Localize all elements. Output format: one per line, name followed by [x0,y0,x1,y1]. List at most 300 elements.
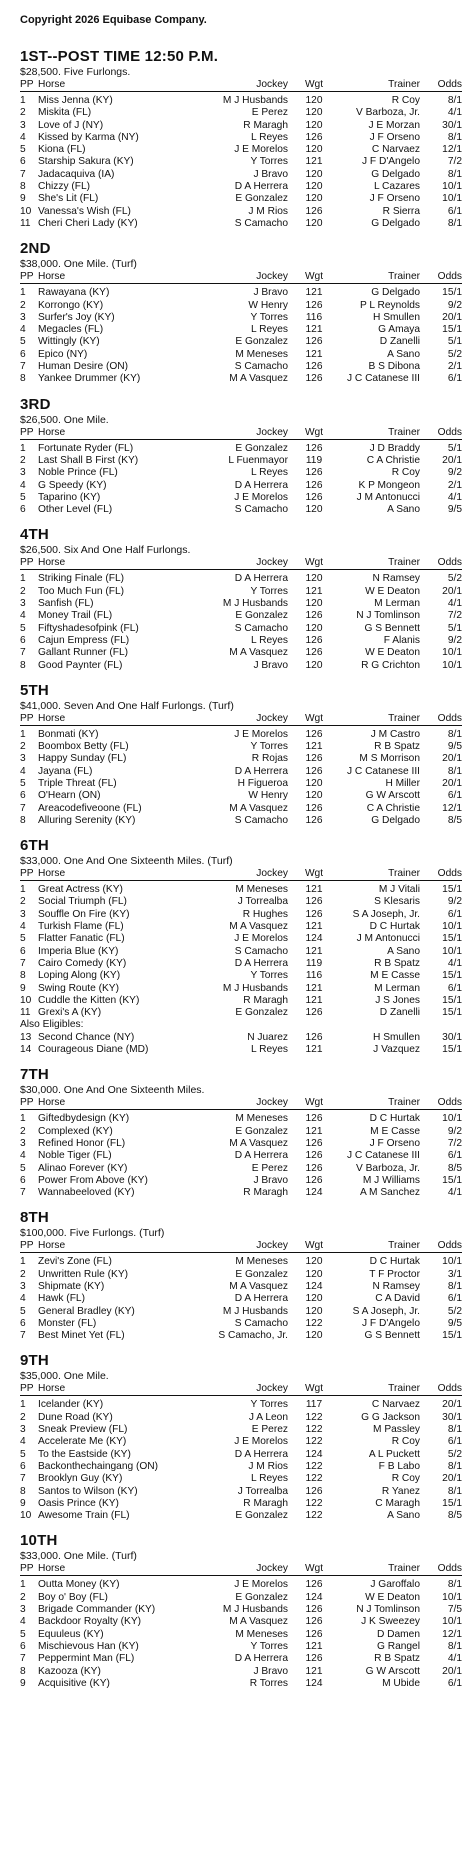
entry-horse: Acquisitive (KY) [38,1677,110,1689]
entry-pp: 6 [20,504,26,516]
entry-horse: Love of J (NY) [38,119,104,131]
entry-trainer: V Barboza, Jr. [356,1162,420,1174]
entry-wgt: 120 [305,181,323,193]
entry-row [20,896,462,908]
entry-wgt: 120 [305,659,323,671]
entry-jockey: L Reyes [251,324,288,336]
entry-horse: Fiftyshadesofpink (FL) [38,622,139,634]
race-section [20,682,462,827]
entry-trainer: G S Bennett [364,622,420,634]
entry-trainer: A M Sanchez [359,1187,420,1199]
entry-row [20,598,462,610]
entry-odds: 30/1 [442,1411,462,1423]
race-conditions: $26,500. One Mile. [20,413,109,426]
entry-horse: Miss Jenna (KY) [38,95,113,106]
entry-horse: Wannabeeloved (KY) [38,1187,135,1199]
also-eligibles-label: Also Eligibles: [20,1019,84,1031]
entry-horse: Monster (FL) [38,1317,97,1329]
entry-pp: 5 [20,1628,26,1640]
entry-pp: 8 [20,659,26,671]
entry-horse: Human Desire (ON) [38,361,129,373]
entry-row [20,790,462,802]
entry-horse: Fortunate Ryder (FL) [38,442,134,454]
entry-jockey: E Perez [251,107,288,119]
entry-pp: 10 [20,205,32,217]
entry-odds: 20/1 [442,585,462,597]
entry-odds: 8/1 [447,1640,462,1652]
race-title: 4TH [20,526,49,544]
column-header-wgt: Wgt [294,271,334,284]
entry-horse: Good Paynter (FL) [38,659,123,671]
entry-wgt: 120 [305,777,323,789]
table-header [20,427,462,443]
column-header-horse: Horse [38,713,196,726]
column-header-wgt: Wgt [294,79,334,92]
entry-jockey: L Reyes [251,634,288,646]
entry-jockey: J M Rios [248,1460,288,1472]
column-header-horse: Horse [38,557,196,570]
entry-horse: Epico (NY) [38,348,88,360]
entry-pp: 5 [20,1162,26,1174]
entry-odds: 6/1 [447,790,462,802]
entry-horse: Miskita (FL) [38,107,92,119]
entry-odds: 4/1 [447,957,462,969]
table-header [20,868,462,884]
entry-wgt: 120 [305,1330,323,1342]
race-list [20,48,462,1690]
entry-pp: 5 [20,144,26,156]
entry-odds: 2/1 [447,479,462,491]
column-header-jockey: Jockey [196,79,294,92]
entry-row [20,815,462,827]
entry-row [20,586,462,598]
entry-horse: Refined Honor (FL) [38,1137,126,1149]
entry-pp: 2 [20,454,26,466]
entry-trainer: J M Antonucci [356,933,420,945]
entry-pp: 5 [20,622,26,634]
entry-horse: Bonmati (KY) [38,728,99,740]
entry-jockey: R Torres [249,1677,288,1689]
entry-wgt: 119 [305,454,323,466]
entry-wgt: 120 [305,217,323,229]
entry-jockey: R Maragh [243,119,288,131]
entry-jockey: S Camacho [234,1317,288,1329]
entry-trainer: J E Morzan [368,119,420,131]
column-header-trainer: Trainer [334,868,426,881]
entry-row [20,623,462,635]
entry-wgt: 120 [305,1268,323,1280]
entry-pp: 8 [20,814,26,826]
entry-trainer: C Maragh [375,1497,420,1509]
entry-odds: 10/1 [442,1616,462,1628]
entry-wgt: 121 [305,994,323,1006]
entry-jockey: J Bravo [253,1174,288,1186]
entry-row [20,995,462,1007]
entry-wgt: 126 [305,299,323,311]
entry-wgt: 126 [305,467,323,479]
entry-jockey: J Bravo [253,287,288,299]
entry-odds: 5/1 [447,336,462,348]
entry-jockey: J A Leon [248,1411,288,1423]
race-conditions: $38,000. One Mile. (Turf) [20,258,137,271]
entry-odds: 8/1 [447,728,462,740]
entry-row [20,206,462,218]
entry-pp: 8 [20,1485,26,1497]
header-row [20,1097,462,1110]
entry-row [20,455,462,467]
entry-jockey: D A Herrera [234,1653,288,1665]
entry-pp: 10 [20,994,32,1006]
entry-wgt: 124 [305,1448,323,1460]
entry-pp: 11 [20,1007,31,1019]
race-title: 3RD [20,395,51,413]
entry-odds: 10/1 [442,921,462,933]
entry-trainer: G S Bennett [364,1330,420,1342]
entry-row [20,107,462,119]
entry-trainer: R B Spatz [374,957,420,969]
entry-trainer: C A David [375,1293,420,1305]
entry-pp: 6 [20,1317,26,1329]
entry-odds: 10/1 [442,193,462,205]
entry-odds: 8/1 [447,95,462,106]
column-header-wgt: Wgt [294,868,334,881]
entry-pp: 7 [20,168,26,180]
entry-pp: 6 [20,156,26,168]
entry-odds: 10/1 [442,1591,462,1603]
entry-row [20,753,462,765]
entry-pp: 7 [20,802,26,814]
entry-pp: 9 [20,193,26,205]
entry-pp: 7 [20,957,26,969]
entry-pp: 3 [20,908,26,920]
entry-wgt: 124 [305,1281,323,1292]
entry-wgt: 119 [305,957,323,969]
entry-trainer: D Zanelli [379,1007,420,1019]
entry-odds: 20/1 [442,753,462,765]
entry-jockey: J Torrealba [237,1485,288,1497]
entry-row [20,467,462,479]
entry-trainer: F B Labo [378,1460,420,1472]
entries-table [20,1563,462,1690]
entry-row [20,1138,462,1150]
table-header [20,79,462,95]
entry-trainer: W E Deaton [365,647,420,659]
entry-jockey: M A Vasquez [229,1281,288,1292]
entry-horse: To the Eastside (KY) [38,1448,131,1460]
entry-row [20,349,462,361]
entry-row [20,1629,462,1641]
entry-jockey: E Gonzalez [235,1591,288,1603]
entry-jockey: M Meneses [235,1628,288,1640]
entry-jockey: M Meneses [235,1256,288,1268]
header-row [20,271,462,284]
entry-wgt: 126 [305,1007,323,1019]
entry-odds: 8/1 [447,217,462,229]
entry-row [20,766,462,778]
entry-jockey: W Henry [248,299,288,311]
entry-wgt: 126 [305,1485,323,1497]
entry-trainer: M J Williams [362,1174,420,1186]
entry-row [20,169,462,181]
entry-odds: 30/1 [442,119,462,131]
entry-trainer: A L Puckett [368,1448,420,1460]
column-header-odds: Odds [426,1240,462,1253]
race-section [20,48,462,230]
entry-trainer: S A Joseph, Jr. [352,1305,420,1317]
entry-pp: 1 [20,1256,26,1268]
race-conditions: $28,500. Five Furlongs. [20,66,131,78]
entry-horse: Yankee Drummer (KY) [38,373,141,385]
entry-pp: 3 [20,1137,26,1149]
entry-wgt: 126 [305,479,323,491]
entry-odds: 6/1 [447,205,462,217]
entry-trainer: M E Casse [370,1125,420,1137]
entry-trainer: T F Proctor [369,1268,420,1280]
also-eligibles-row [20,1019,462,1031]
column-header-horse: Horse [38,868,196,881]
entry-row [20,1318,462,1330]
entry-jockey: J Bravo [253,659,288,671]
entry-odds: 12/1 [442,802,462,814]
entry-pp: 5 [20,933,26,945]
race-title: 9TH [20,1352,49,1370]
entry-jockey: S Camacho [234,814,288,826]
entry-pp: 4 [20,1436,26,1448]
entry-trainer: J Vazquez [373,1044,420,1056]
entry-trainer: N J Tomlinson [356,610,420,622]
entry-wgt: 126 [305,634,323,646]
entry-horse: Noble Prince (FL) [38,467,118,479]
entry-horse: Awesome Train (FL) [38,1510,130,1522]
entry-trainer: M Passley [373,1424,420,1436]
column-header-odds: Odds [426,1563,462,1576]
entry-jockey: R Maragh [243,994,288,1006]
entry-odds: 6/1 [447,373,462,385]
entry-wgt: 126 [305,1031,323,1043]
entry-trainer: M Lerman [374,598,420,610]
entry-odds: 12/1 [442,1628,462,1640]
entry-jockey: M A Vasquez [229,802,288,814]
entry-pp: 14 [20,1044,32,1056]
column-header-trainer: Trainer [334,1097,426,1110]
entry-wgt: 126 [305,728,323,740]
entry-horse: Great Actress (KY) [38,884,123,896]
column-header-odds: Odds [426,79,462,92]
entry-horse: Swing Route (KY) [38,982,119,994]
entry-row [20,504,462,516]
entry-odds: 7/2 [447,1137,462,1149]
entry-horse: Jayana (FL) [38,765,93,777]
entry-row [20,1510,462,1522]
entry-trainer: N J Tomlinson [356,1604,420,1616]
entry-jockey: L Fuenmayor [228,454,288,466]
entry-row [20,144,462,156]
entry-row [20,312,462,324]
entry-pp: 3 [20,598,26,610]
entry-horse: Striking Finale (FL) [38,573,125,585]
entry-pp: 2 [20,299,26,311]
column-header-pp: PP [20,1240,38,1253]
table-body [20,884,462,1056]
entry-jockey: M J Husbands [222,982,288,994]
column-header-pp: PP [20,868,38,881]
entry-pp: 4 [20,1293,26,1305]
entry-horse: Too Much Fun (FL) [38,585,125,597]
entry-horse: Equuleus (KY) [38,1628,104,1640]
entry-row [20,181,462,193]
entry-horse: Santos to Wilson (KY) [38,1485,138,1497]
entry-row [20,480,462,492]
entry-trainer: R B Spatz [374,741,420,753]
entry-odds: 15/1 [442,1497,462,1509]
entry-odds: 9/5 [447,741,462,753]
entry-jockey: D A Herrera [234,1293,288,1305]
entry-pp: 1 [20,1579,26,1591]
entry-pp: 7 [20,1473,26,1485]
entry-horse: Kiona (FL) [38,144,86,156]
entry-row [20,1113,462,1125]
entry-row [20,443,462,455]
entry-trainer: L Cazares [373,181,420,193]
entry-jockey: J E Morelos [234,1579,288,1591]
entry-row [20,1592,462,1604]
entry-trainer: G Rangel [376,1640,420,1652]
entry-wgt: 126 [305,802,323,814]
entry-row [20,610,462,622]
entry-wgt: 122 [305,1473,323,1485]
entries-table [20,1097,462,1199]
entry-wgt: 121 [305,1044,323,1056]
entry-odds: 3/1 [447,1268,462,1280]
entry-row [20,1473,462,1485]
entry-trainer: N Ramsey [372,1281,420,1292]
race-section [20,1066,462,1199]
entry-wgt: 126 [305,1174,323,1186]
column-header-horse: Horse [38,271,196,284]
entry-row [20,1678,462,1690]
column-header-trainer: Trainer [334,1383,426,1396]
entry-trainer: G Delgado [371,814,420,826]
entry-odds: 9/2 [447,1125,462,1137]
entry-jockey: S Camacho [234,945,288,957]
entry-wgt: 120 [305,144,323,156]
entry-horse: Boy o' Boy (FL) [38,1591,108,1603]
entry-row [20,1579,462,1591]
race-conditions: $26,500. Six And One Half Furlongs. [20,544,191,557]
entry-horse: Starship Sakura (KY) [38,156,134,168]
column-header-trainer: Trainer [334,713,426,726]
entry-horse: Mischievous Han (KY) [38,1640,139,1652]
entry-row [20,778,462,790]
entry-pp: 1 [20,884,26,896]
entry-trainer: J F D'Angelo [361,1317,420,1329]
entry-pp: 3 [20,753,26,765]
entry-jockey: E Gonzalez [235,1510,288,1522]
entry-horse: Cuddle the Kitten (KY) [38,994,140,1006]
entry-row [20,983,462,995]
entry-wgt: 121 [305,884,323,896]
entry-row [20,324,462,336]
header-row [20,713,462,726]
race-title: 8TH [20,1209,49,1227]
entry-wgt: 126 [305,908,323,920]
entry-horse: O'Hearn (ON) [38,790,101,802]
entry-pp: 2 [20,107,26,119]
entry-pp: 2 [20,1125,26,1137]
column-header-horse: Horse [38,1240,196,1253]
entry-odds: 15/1 [442,933,462,945]
column-header-trainer: Trainer [334,1563,426,1576]
entry-pp: 5 [20,491,26,503]
entry-trainer: D Zanelli [379,336,420,348]
header-row [20,1383,462,1396]
table-header [20,271,462,287]
entry-pp: 8 [20,970,26,982]
entry-row [20,573,462,585]
column-header-jockey: Jockey [196,271,294,284]
column-header-trainer: Trainer [334,271,426,284]
entry-wgt: 120 [305,168,323,180]
entry-jockey: J E Morelos [234,144,288,156]
entry-pp: 6 [20,1174,26,1186]
entry-wgt: 124 [305,933,323,945]
race-title: 1ST--POST TIME 12:50 P.M. [20,48,219,65]
entry-odds: 15/1 [442,287,462,299]
entry-pp: 3 [20,1604,26,1616]
entry-trainer: B S Dibona [368,361,420,373]
entry-jockey: E Gonzalez [235,610,288,622]
entry-row [20,803,462,815]
entry-odds: 10/1 [442,1113,462,1125]
entry-odds: 9/2 [447,634,462,646]
entry-wgt: 126 [305,814,323,826]
entry-pp: 7 [20,647,26,659]
entry-horse: Jadacaquiva (IA) [38,168,115,180]
entry-row [20,1126,462,1138]
entry-wgt: 124 [305,1591,323,1603]
entry-horse: Noble Tiger (FL) [38,1150,112,1162]
entry-odds: 15/1 [442,324,462,336]
entry-odds: 20/1 [442,1399,462,1411]
entry-wgt: 120 [305,598,323,610]
entry-odds: 8/1 [447,1485,462,1497]
entry-trainer: D C Hurtak [369,1256,420,1268]
entry-jockey: M J Husbands [222,1604,288,1616]
entry-pp: 4 [20,921,26,933]
entry-wgt: 121 [305,1125,323,1137]
entries-table [20,1240,462,1342]
entry-trainer: G G Jackson [361,1411,420,1423]
column-header-jockey: Jockey [196,1240,294,1253]
entry-odds: 5/1 [447,442,462,454]
entry-horse: Social Triumph (FL) [38,896,127,908]
entry-trainer: J F Orseno [369,131,420,143]
entry-horse: She's Lit (FL) [38,193,99,205]
entry-wgt: 121 [305,156,323,168]
entry-horse: Vanessa's Wish (FL) [38,205,131,217]
entry-jockey: D A Herrera [234,1448,288,1460]
entry-horse: Kazooza (KY) [38,1665,101,1677]
entry-odds: 8/1 [447,1579,462,1591]
entry-trainer: D C Hurtak [369,921,420,933]
entry-horse: Loping Along (KY) [38,970,121,982]
entry-row [20,156,462,168]
entry-wgt: 116 [305,970,323,982]
entry-odds: 5/2 [447,348,462,360]
entry-pp: 5 [20,336,26,348]
entry-trainer: M S Morrison [359,753,420,765]
entry-trainer: S Klesaris [374,896,420,908]
